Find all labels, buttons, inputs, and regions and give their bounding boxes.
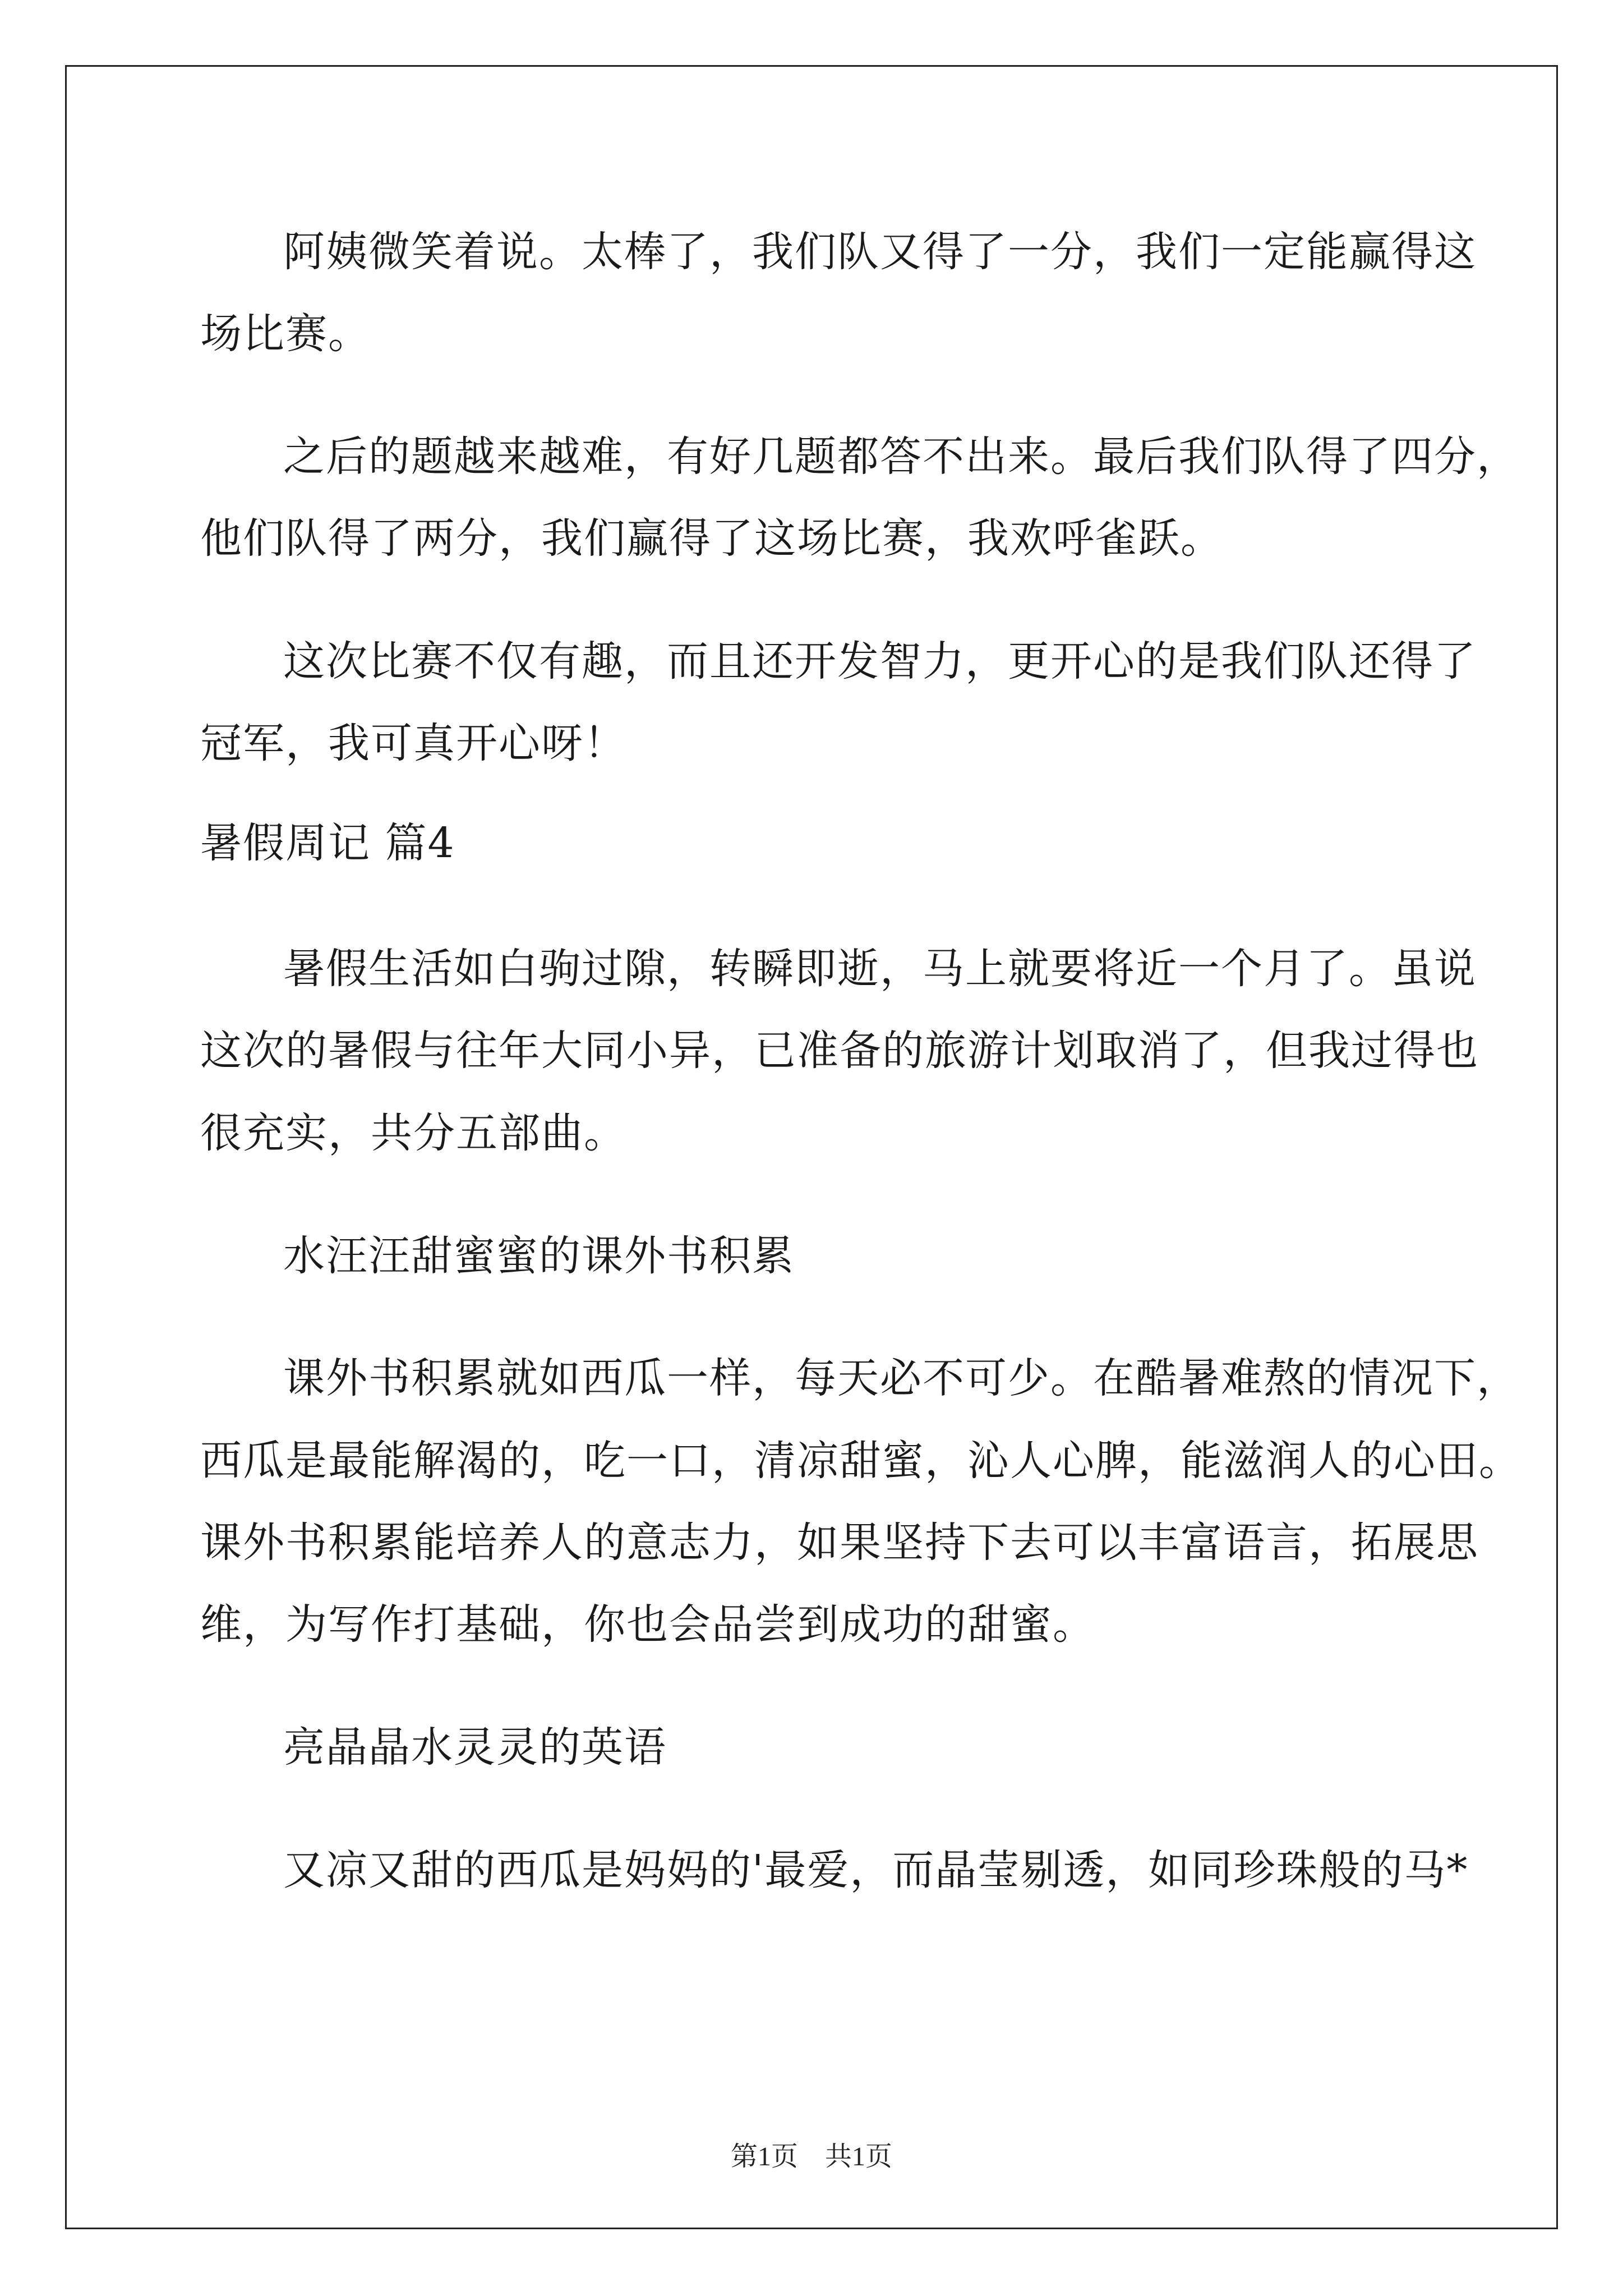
paragraph-line: 冠军，我可真开心呀！ [200,719,626,767]
subheading: 水汪汪甜蜜蜜的课外书积累 [283,1232,795,1280]
paragraph-line: 场比赛。 [200,310,371,358]
page-footer [0,2134,1623,2173]
paragraph-line: 暑假生活如白驹过隙，转瞬即逝，马上就要将近一个月了。虽说 [283,945,1477,993]
paragraph-line: 很充实，共分五部曲。 [200,1109,626,1157]
paragraph-line: 这次比赛不仅有趣，而且还开发智力，更开心的是我们队还得了 [283,637,1477,685]
paragraph-line: 之后的题越来越难，有好几题都答不出来。最后我们队得了四分， [283,432,1519,481]
page-number: 第1页 [730,2142,798,2171]
page-total: 共1页 [825,2142,893,2171]
paragraph-line: 这次的暑假与往年大同小异，已准备的旅游计划取消了，但我过得也 [200,1027,1479,1075]
section-heading: 暑假周记 篇4 [200,819,455,867]
subheading: 亮晶晶水灵灵的英语 [283,1723,667,1772]
paragraph-line: 课外书积累能培养人的意志力，如果坚持下去可以丰富语言，拓展思 [200,1519,1479,1567]
paragraph-line: 维，为写作打基础，你也会品尝到成功的甜蜜。 [200,1600,1095,1649]
paragraph-line: 他们队得了两分，我们赢得了这场比赛，我欢呼雀跃。 [200,514,1223,563]
paragraph-line: 西瓜是最能解渴的，吃一口，清凉甜蜜，沁人心脾，能滋润人的心田。 [200,1437,1521,1485]
paragraph-line: 课外书积累就如西瓜一样，每天必不可少。在酷暑难熬的情况下， [283,1354,1519,1402]
paragraph-line: 阿姨微笑着说。太棒了，我们队又得了一分，我们一定能赢得这 [283,228,1477,276]
paragraph-line: 又凉又甜的西瓜是妈妈的'最爱，而晶莹剔透，如同珍珠般的马* [283,1846,1469,1894]
